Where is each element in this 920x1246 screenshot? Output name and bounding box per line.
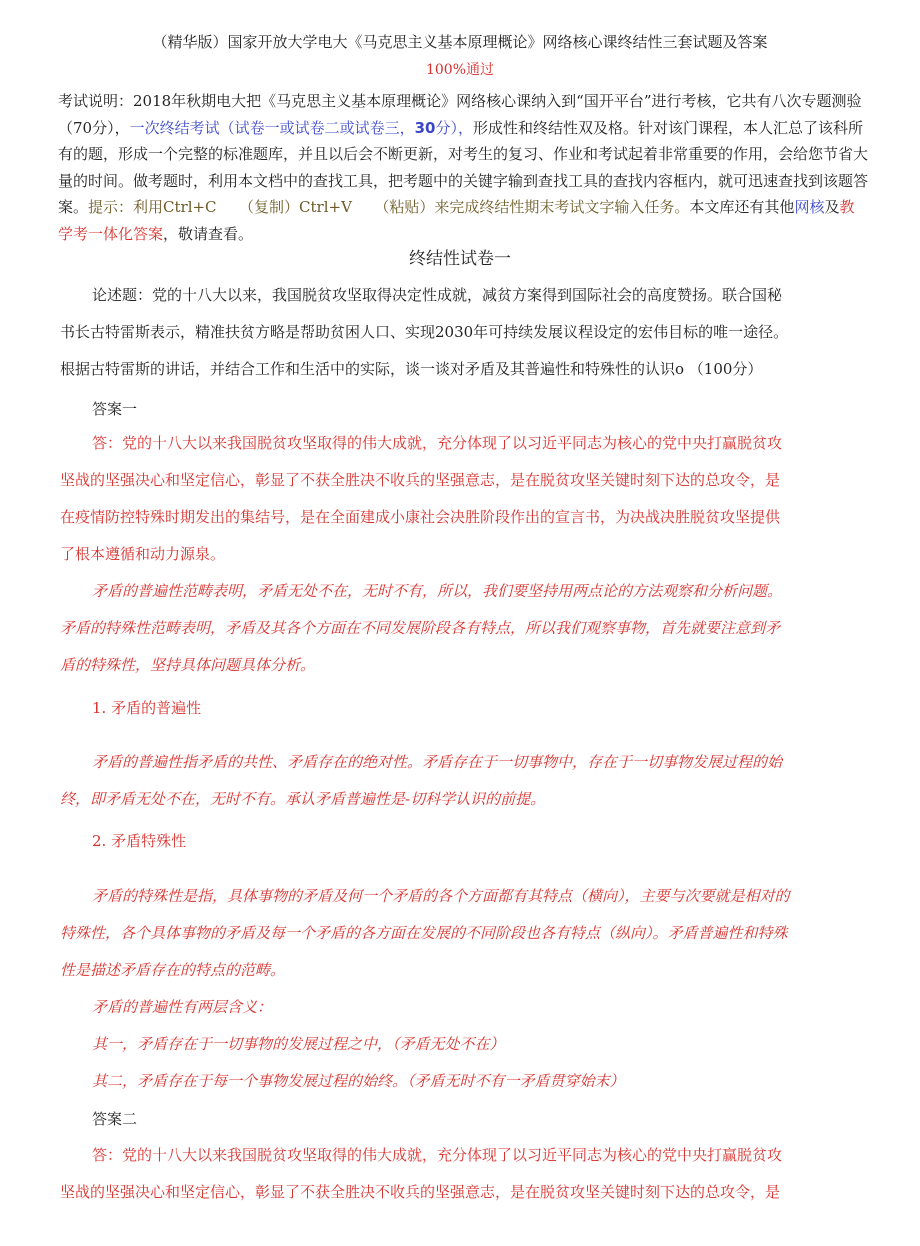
exam-instructions: [58, 88, 868, 247]
answer-one-label: 答案一: [92, 400, 138, 418]
question-line-2: 书长古特雷斯表示，精准扶贫方略是帮助贫困人口、实现2030年可持续发展议程设定的宏伟目标的唯一途径。: [60, 323, 789, 341]
particularity-line-1: 矛盾的特殊性是指，具体事物的矛盾及何一个矛盾的各个方面都有其特点（横向），主要与次要就是相对的: [92, 887, 790, 905]
link-network-core[interactable]: 网核: [794, 198, 825, 216]
question-line-1: 论述题：党的十八大以来，我国脱贫攻坚取得决定性成就，减贫方案得到国际社会的高度赞扬。联合国秘: [92, 286, 783, 304]
two-meanings-intro: 矛盾的普遍性有两层含义：: [92, 998, 273, 1016]
final-exam-score: 30: [414, 118, 436, 137]
meaning-one: 其一，矛盾存在于一切事物的发展过程之中，（矛盾无处不在）: [92, 1035, 505, 1053]
intro-text-3b: 及: [824, 198, 840, 216]
final-exam-text: 一次终结考试（试卷一或试卷二或试卷三，: [129, 118, 415, 137]
final-exam-note: [130, 119, 473, 137]
universality-range-line-3: 盾的特殊性，坚持具体问题具体分析。: [60, 656, 316, 674]
question-line-3: 根据古特雷斯的讲话，并结合工作和生活中的实际，谈一谈对矛盾及其普遍性和特殊性的认识o （100分）: [60, 360, 763, 378]
answer-two-line-2: 坚战的坚强决心和坚定信心，彰显了不获全胜决不收兵的坚强意志，是在脱贫攻坚关键时刻下达的总攻令，是: [60, 1183, 781, 1201]
intro-text-3c: ，敬请查看。: [163, 224, 254, 243]
answer-one-line-1: 答：党的十八大以来我国脱贫攻坚取得的伟大成就，充分体现了以习近平同志为核心的党中央打赢脱贫攻: [92, 434, 783, 452]
particularity-line-2: 特殊性，各个具体事物的矛盾及每一个矛盾的各方面在发展的不同阶段也各有特点（纵向）。矛盾普遍性和特殊: [60, 924, 788, 942]
universality-line-2: 终，即矛盾无处不在，无时不有。承认矛盾普遍性是-切科学认识的前提。: [60, 790, 546, 808]
answer-one-line-3: 在疫情防控特殊时期发出的集结号，是在全面建成小康社会决胜阶段作出的宣言书，为决战决胜脱贫攻坚提供: [60, 508, 781, 526]
answer-two-label: 答案二: [92, 1110, 138, 1128]
answer-one-line-4: 了根本遵循和动力源泉。: [60, 545, 226, 563]
pass-rate-subtitle: 100%通过: [425, 62, 495, 78]
universality-range-line-2: 矛盾的特殊性范畴表明，矛盾及其各个方面在不同发展阶段各有特点，所以我们观察事物，首先就要注意到矛: [60, 619, 781, 637]
particularity-line-3: 性是描述矛盾存在的特点的范畴。: [60, 961, 286, 979]
section-title: 终结性试卷一: [409, 249, 511, 269]
intro-text-1: 考试说明：2018年秋期电大把《马克思主义基本原理概论》网络核心课纳入到“国开平台”进行考核，它共有八次专题测验（70分），: [58, 92, 862, 137]
intro-text-3: 本文库还有其他: [689, 198, 795, 216]
final-exam-text-end: 分），: [435, 118, 473, 137]
intro-text-2: 形成性和终结性双及格。针对该门课程，本人汇总了该科所有的题，形成一个完整的标准题库，并且以后会不断更新，对考生的复习、作业和考试起着非常重要的作用，会给您节省大量的时间。做考题时，利用本文档中的查找工具，把考题中的关键字输到查找工具的查找内容框内，就可迅速查找到该题答案。: [58, 118, 869, 216]
meaning-two: 其二，矛盾存在于每一个事物发展过程的始终。（矛盾无时不有一矛盾贯穿始末）: [92, 1072, 625, 1090]
answer-two-line-1: 答：党的十八大以来我国脱贫攻坚取得的伟大成就，充分体现了以习近平同志为核心的党中央打赢脱贫攻: [92, 1146, 783, 1164]
document-title: （精华版）国家开放大学电大《马克思主义基本原理概论》网络核心课终结性三套试题及答案: [152, 33, 768, 51]
shortcut-tip: 提示：利用Ctrl+C （复制）Ctrl+V （粘贴）来完成终结性期末考试文字输入任务。: [88, 198, 690, 216]
universality-line-1: 矛盾的普遍性指矛盾的共性、矛盾存在的绝对性。矛盾存在于一切事物中，存在于一切事物发展过程的始: [92, 753, 783, 771]
answer-one-line-2: 坚战的坚强决心和坚定信心，彰显了不获全胜决不收兵的坚强意志，是在脱贫攻坚关键时刻下达的总攻令，是: [60, 471, 781, 489]
link-integrated-answers[interactable]: 教学考一体化答案: [58, 198, 855, 243]
heading-particularity: 2. 矛盾特殊性: [92, 832, 187, 850]
heading-universality: 1. 矛盾的普遍性: [92, 699, 202, 717]
universality-range-line-1: 矛盾的普遍性范畴表明，矛盾无处不在，无时不有，所以，我们要坚持用两点论的方法观察和分析问题。: [92, 582, 783, 600]
